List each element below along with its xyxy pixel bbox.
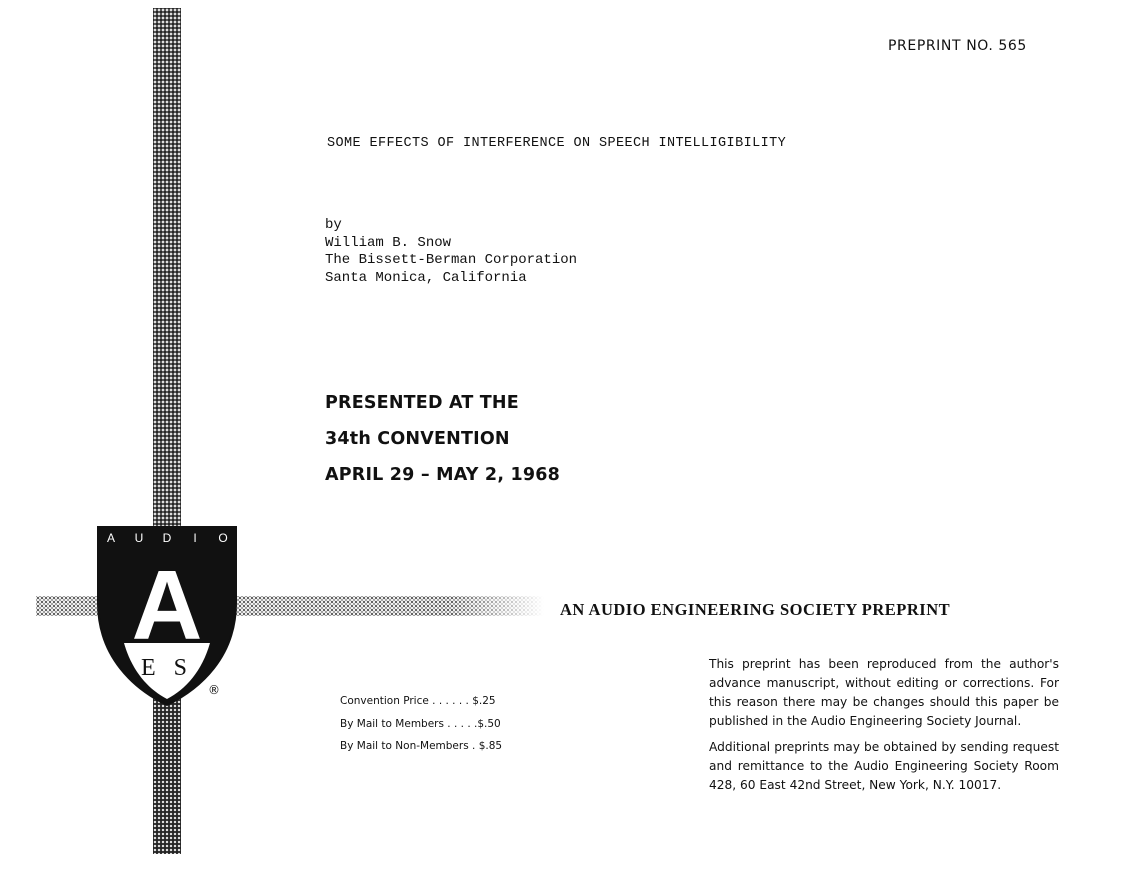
price-label: By Mail to Members (340, 717, 444, 730)
horizontal-texture-strip-left (36, 596, 100, 616)
byline (325, 217, 577, 287)
author-location: Santa Monica, California (325, 269, 527, 286)
price-value: $.85 (478, 740, 503, 752)
logo-center-letter: A (131, 550, 203, 660)
price-leader: . . . . . (443, 717, 478, 730)
notice-paragraph-2: Additional preprints may be obtained by sending request and remittance to the Audio Engineering Society Room 428, 60 East 42nd Street, New York, N.Y. 10017. (709, 740, 1059, 792)
price-label: Convention Price (340, 695, 429, 707)
convention-line-2: 34th CONVENTION (325, 429, 510, 449)
byline-by: by (325, 217, 342, 233)
logo-letter-u: U (134, 531, 144, 545)
price-value: $.50 (477, 717, 501, 730)
horizontal-texture-strip-right (234, 596, 544, 616)
price-label: By Mail to Non-Members (340, 740, 469, 752)
aes-shield-logo (96, 525, 238, 707)
author-affiliation: The Bissett-Berman Corporation (325, 252, 578, 268)
price-row (340, 735, 502, 758)
price-leader: . . . . . . (428, 695, 473, 707)
author-name: William B. Snow (325, 234, 452, 251)
society-banner: AN AUDIO ENGINEERING SOCIETY PREPRINT (560, 600, 951, 619)
price-leader: . (468, 740, 479, 752)
paper-title: SOME EFFECTS OF INTERFERENCE ON SPEECH INTELLIGIBILITY (327, 136, 787, 151)
notice-paragraph-1: This preprint has been reproduced from the author's advance manuscript, without editing or corrections. For this reason there may be changes should this paper be published in the Audio Engineering Society Journal. (709, 657, 1059, 728)
logo-letter-d: D (162, 531, 172, 545)
convention-dates: APRIL 29 – MAY 2, 1968 (325, 465, 560, 485)
preprint-number: PREPRINT NO. 565 (888, 38, 1027, 54)
logo-letter-a: A (106, 531, 116, 545)
price-row (340, 713, 502, 736)
logo-letter-o: O (218, 531, 228, 545)
price-list (340, 690, 502, 758)
preprint-notice (709, 655, 1059, 802)
convention-block (325, 385, 560, 493)
registered-mark: ® (208, 683, 220, 697)
logo-letter-i: I (193, 531, 197, 545)
price-row (340, 690, 502, 713)
convention-line-1: PRESENTED AT THE (325, 393, 519, 413)
price-value: $.25 (472, 695, 496, 707)
vertical-texture-bar-lower (153, 700, 181, 854)
logo-es-letters: E S (140, 655, 194, 681)
